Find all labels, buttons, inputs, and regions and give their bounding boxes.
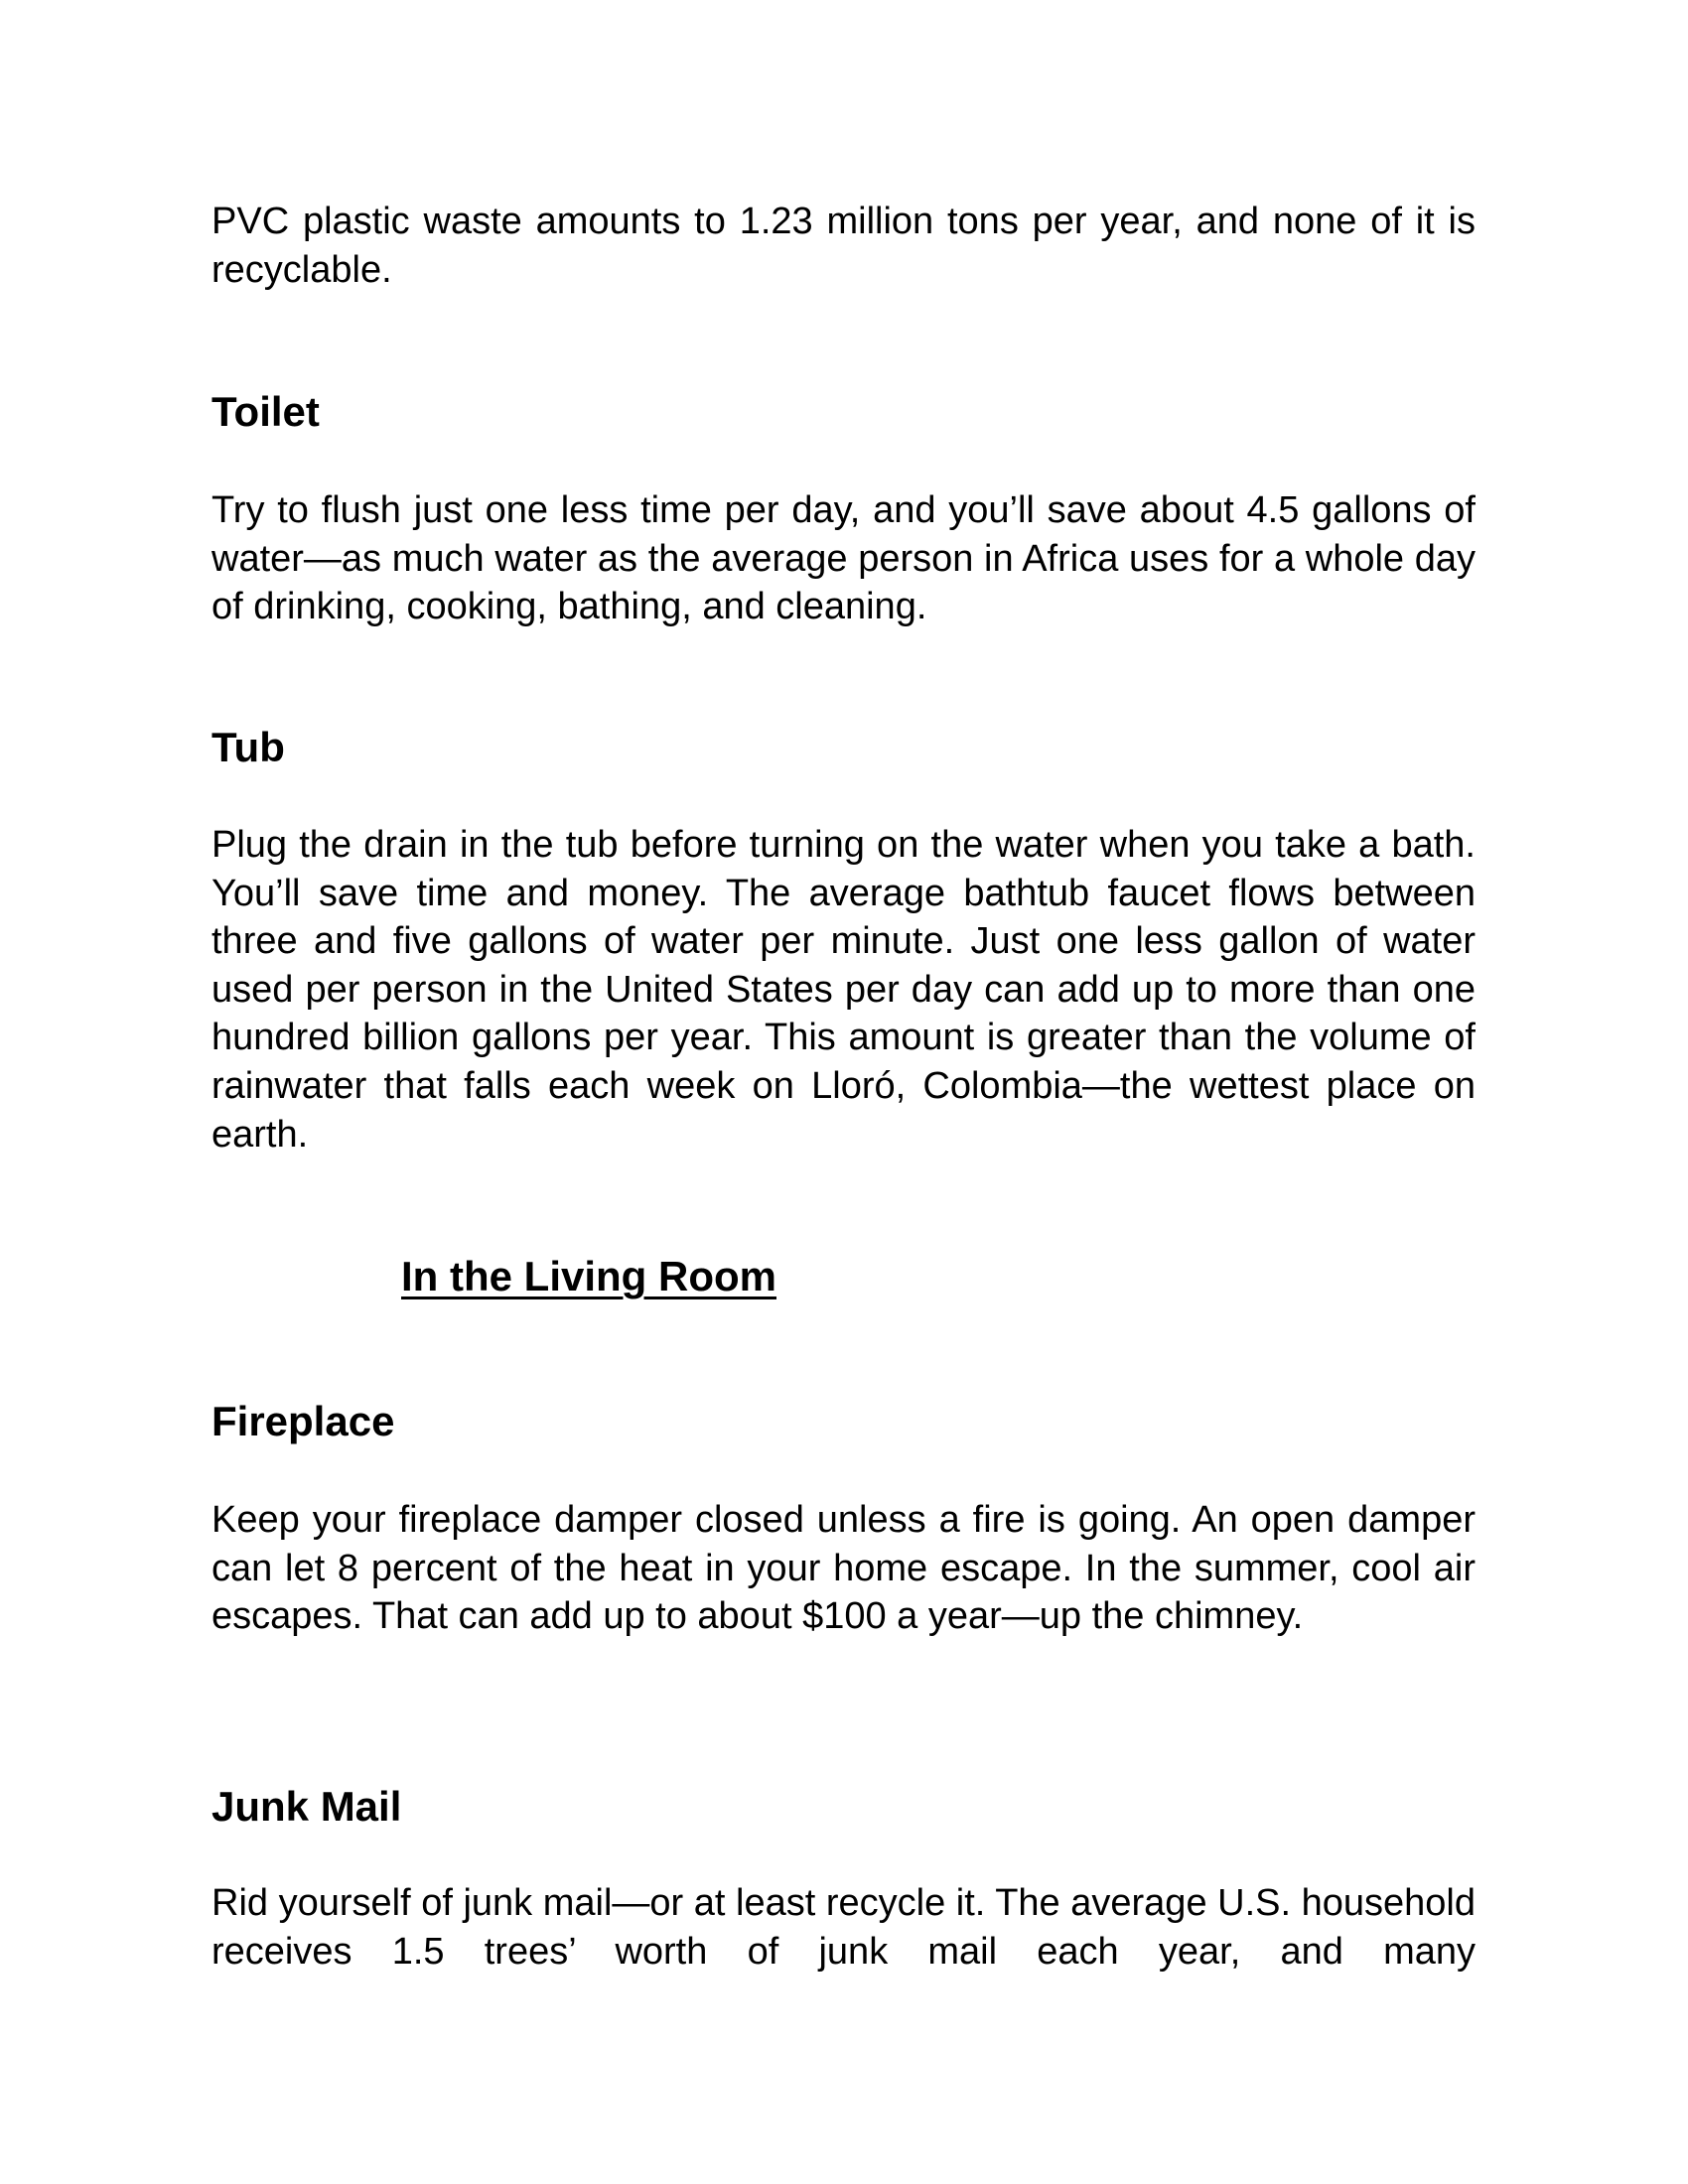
junk-mail-paragraph: Rid yourself of junk mail—or at least recycle it. The average U.S. household receives 1.5 trees’ worth of junk mail each year, and many xyxy=(211,1882,1476,1973)
living-room-heading-wrapper xyxy=(199,1249,794,1308)
tub-heading: Tub xyxy=(211,724,285,770)
fireplace-paragraph: Keep your fireplace damper closed unless a fire is going. An open damper can let 8 percent of the heat in your home escape. In the summer, cool air escapes. That can add up to about $100 a year—up the chimney. xyxy=(211,1499,1476,1638)
toilet-heading: Toilet xyxy=(211,388,320,435)
tub-paragraph: Plug the drain in the tub before turning on the water when you take a bath. You’ll save time and money. The average bathtub faucet flows between three and five gallons of water per minute. Just one less gallon of water used per person in the United States per day can add up to more than one hundred billion gallons per year. This amount is greater than the volume of rainwater that falls each week on Lloró, Colombia—the wettest place on earth. xyxy=(211,824,1476,1156)
pvc-paragraph: PVC plastic waste amounts to 1.23 million tons per year, and none of it is recyclable. xyxy=(211,201,1476,291)
toilet-paragraph: Try to flush just one less time per day, and you’ll save about 4.5 gallons of water—as much water as the average person in Africa uses for a whole day of drinking, cooking, bathing, and cleaning. xyxy=(211,489,1476,628)
living-room-section-heading: In the Living Room xyxy=(401,1253,776,1299)
junk-mail-heading: Junk Mail xyxy=(211,1783,402,1830)
fireplace-heading: Fireplace xyxy=(211,1398,395,1444)
